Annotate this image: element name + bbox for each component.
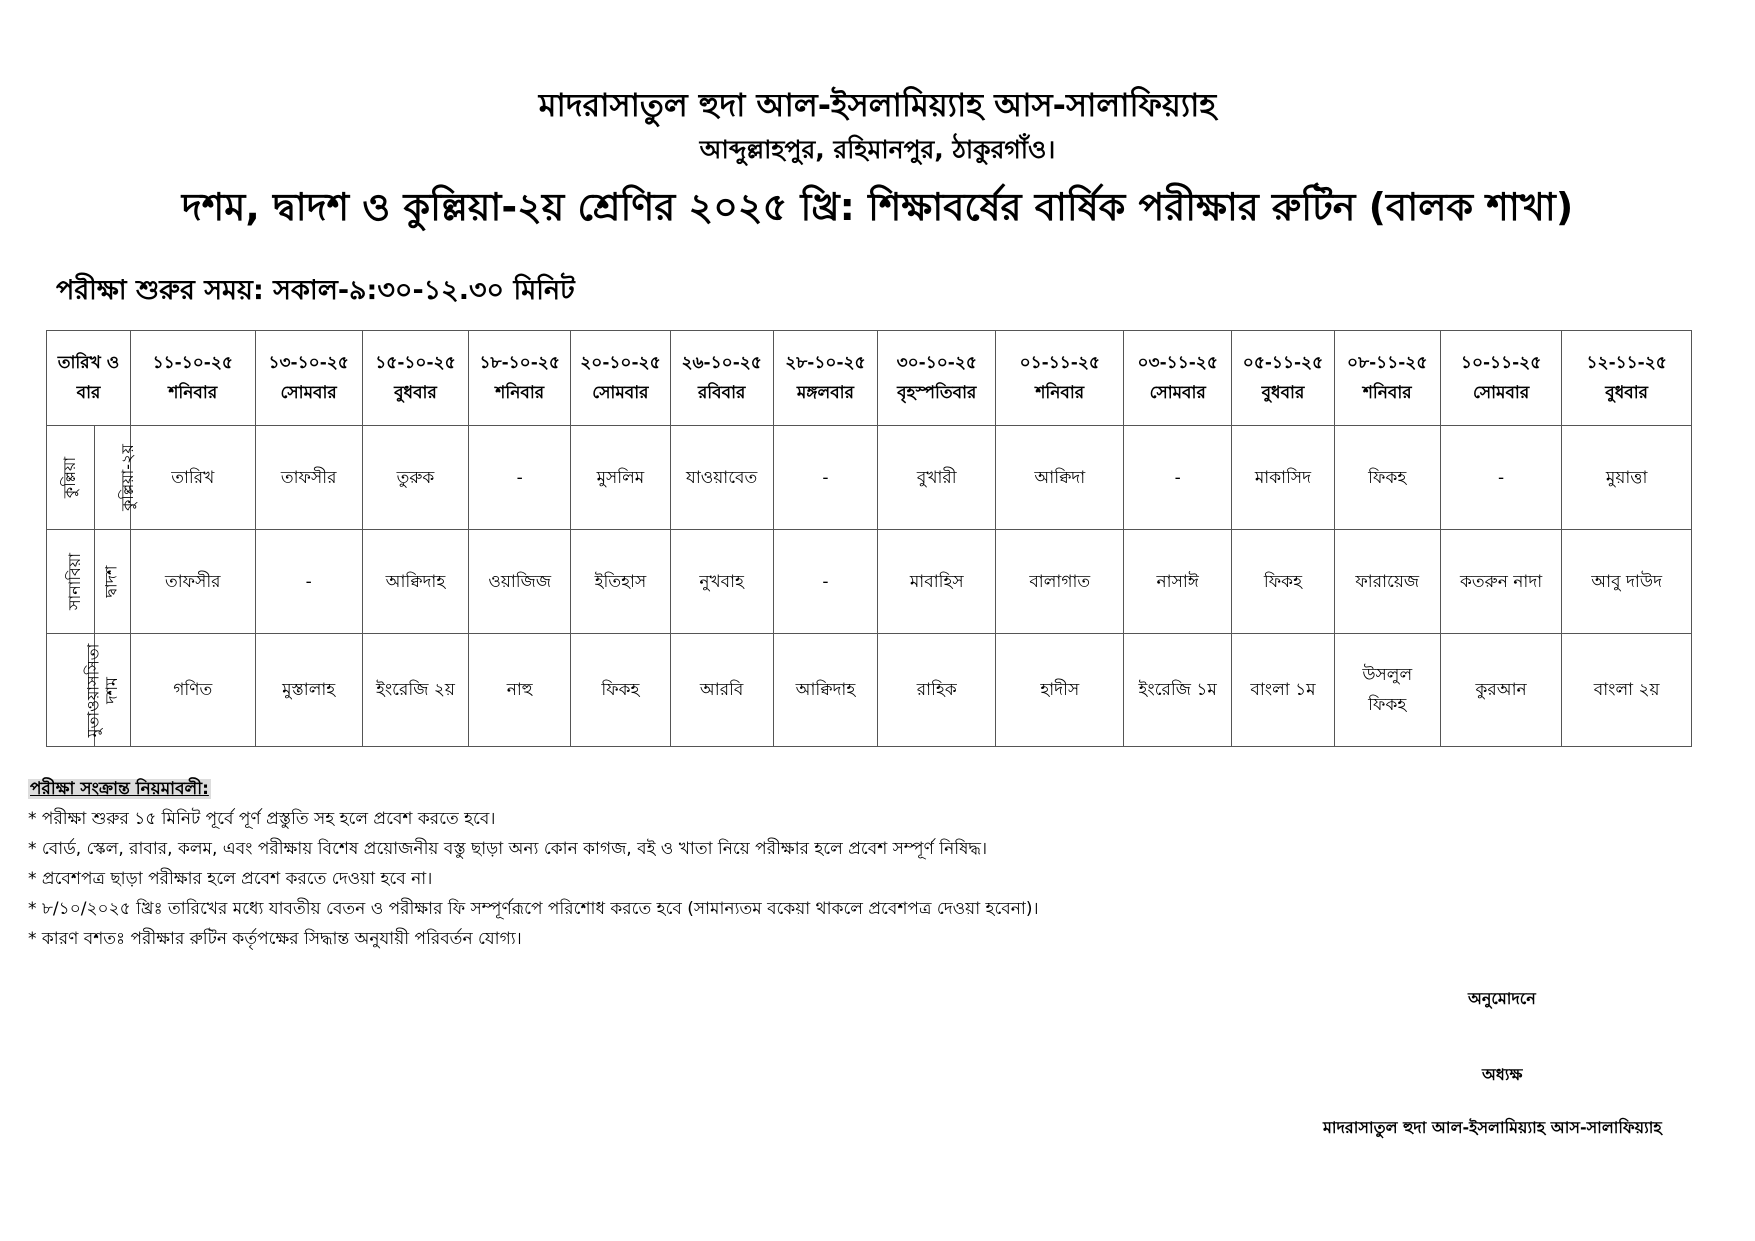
subject-name: ইংরেজি ১ম [1138, 680, 1217, 700]
subject-name: নুখবাহ [699, 571, 744, 592]
date-header-cell [131, 331, 256, 426]
subject-name: ইংরেজি ২য় [376, 680, 455, 700]
subject-name: রাহিক [916, 680, 957, 700]
subject-name: - [516, 467, 523, 488]
subject-cell [571, 634, 670, 747]
exam-day: সোমবার [1149, 383, 1206, 403]
subject-cell [362, 634, 468, 747]
rules-title: পরীক্ষা সংক্রান্ত নিয়মাবলী: [30, 779, 209, 799]
subject-cell [878, 634, 996, 747]
group-name: মুতাওয়াসসিতা [83, 643, 103, 737]
date-header-cell [878, 331, 996, 426]
date-header-cell [469, 331, 571, 426]
class-row [47, 634, 1692, 747]
subject-cell [1334, 426, 1440, 530]
subject-name: আক্বিদাহ [385, 571, 446, 592]
subject-name: বাংলা ২য় [1593, 680, 1660, 700]
date-header-cell [1440, 331, 1561, 426]
date-header-cell [996, 331, 1124, 426]
subject-name: উসলুল ফিকহ [1362, 665, 1413, 715]
exam-day: শনিবার [1362, 383, 1412, 403]
subject-name: ফারায়েজ [1355, 571, 1420, 592]
subject-cell [773, 530, 877, 634]
class-name: দ্বাদশ [101, 565, 121, 598]
subject-cell [1562, 634, 1692, 747]
subject-name: ফিকহ [1263, 571, 1303, 592]
date-day-corner [47, 331, 131, 426]
subject-cell [571, 426, 670, 530]
routine-title: দশম, দ্বাদশ ও কুল্লিয়া-২য় শ্রেণির ২০২৫ খ্রি: শিক্ষাবর্ষের বার্ষিক পরীক্ষার রুটিন (বালক শাখা) [181, 185, 1574, 229]
rule-item: * পরীক্ষা শুরুর ১৫ মিনিট পূর্বে পূর্ণ প্রস্তুতি সহ হলে প্রবেশ করতে হবে। [28, 809, 496, 829]
subject-name: - [822, 467, 829, 488]
exam-date: ৩০-১০-২৫ [896, 353, 977, 373]
exam-day: শনিবার [495, 383, 545, 403]
subject-name: কুরআন [1475, 680, 1527, 700]
date-header-cell [255, 331, 362, 426]
signature-institution: মাদরাসাতুল হুদা আল-ইসলামিয়্যাহ আস-সালাফিয়্যাহ [1323, 1118, 1662, 1137]
subject-name: আবু দাউদ [1591, 571, 1663, 592]
date-header-cell [362, 331, 468, 426]
exam-day: শনিবার [168, 383, 218, 403]
subject-name: মাবাহিস [909, 571, 964, 592]
subject-cell [1440, 634, 1561, 747]
corner-label-line2: বার [76, 383, 101, 403]
subject-name: ফিকহ [1368, 467, 1407, 488]
subject-cell [131, 634, 256, 747]
class-name: দশম [101, 676, 121, 704]
subject-name: কতরুন নাদা [1460, 571, 1543, 592]
exam-date: ০৮-১১-২৫ [1347, 353, 1428, 373]
exam-day: রবিবার [697, 383, 746, 403]
rule-item: * বোর্ড, স্কেল, রাবার, কলম, এবং পরীক্ষায় বিশেষ প্রয়োজনীয় বস্তু ছাড়া অন্য কোন কাগজ, বই ও খাতা নিয়ে পরীক্ষার হলে প্রবেশ সম্পূর্ণ নিষিদ্ধ। [28, 839, 988, 859]
subject-name: - [822, 571, 829, 592]
subject-name: তুরুক [396, 467, 435, 488]
subject-cell [996, 634, 1124, 747]
subject-cell [1440, 426, 1561, 530]
corner-label-line1: তারিখ ও [57, 353, 120, 373]
subject-name: - [1498, 467, 1505, 488]
subject-name: তাফসীর [164, 571, 221, 592]
subject-cell [255, 426, 362, 530]
subject-cell [131, 426, 256, 530]
subject-name: বুখারী [916, 467, 957, 488]
subject-name: নাহু [506, 680, 533, 700]
group-name: সানাবিয়া [64, 553, 84, 610]
subject-cell [255, 530, 362, 634]
subject-name: গণিত [173, 680, 213, 700]
class-cell [94, 530, 130, 634]
subject-name: তারিখ [171, 467, 215, 488]
subject-name: ওয়াজিজ [488, 571, 552, 592]
date-header-cell [1334, 331, 1440, 426]
subject-cell [773, 634, 877, 747]
approval-label: অনুমোদনে [1468, 989, 1536, 1008]
subject-name: নাসাঈ [1156, 571, 1199, 592]
subject-cell [670, 426, 773, 530]
subject-cell [469, 426, 571, 530]
institution-address: আব্দুল্লাহপুর, রহিমানপুর, ঠাকুরগাঁও। [699, 135, 1056, 164]
exam-day: মঙ্গলবার [796, 383, 854, 403]
exam-day: বুধবার [1605, 383, 1649, 403]
rule-item: * কারণ বশতঃ পরীক্ষার রুটিন কর্তৃপক্ষের সিদ্ধান্ত অনুযায়ী পরিবর্তন যোগ্য। [28, 929, 522, 949]
class-row [47, 426, 1692, 530]
subject-cell [255, 634, 362, 747]
subject-name: মুয়াত্তা [1605, 467, 1648, 488]
exam-date: ২৮-১০-২৫ [785, 353, 866, 373]
subject-cell [1124, 530, 1232, 634]
group-cell [47, 634, 103, 747]
exam-date: ১২-১১-২৫ [1586, 353, 1667, 373]
subject-name: তাফসীর [280, 467, 337, 488]
subject-cell [362, 530, 468, 634]
subject-name: - [305, 571, 312, 592]
subject-cell [571, 530, 670, 634]
subject-name: মাকাসিদ [1254, 467, 1312, 488]
exam-day: বৃহস্পতিবার [897, 383, 977, 403]
exam-date: ১৫-১০-২৫ [375, 353, 456, 373]
exam-date: ১১-১০-২৫ [152, 353, 233, 373]
subject-name: মুসলিম [596, 467, 645, 488]
subject-cell [1334, 634, 1440, 747]
class-cell [94, 426, 137, 530]
class-name: কুল্লিয়া-২য় [117, 444, 137, 511]
exam-day: বুধবার [394, 383, 437, 403]
exam-date: ০৩-১১-২৫ [1137, 353, 1218, 373]
subject-name: ফিকহ [601, 680, 640, 700]
subject-cell [670, 634, 773, 747]
subject-cell [1334, 530, 1440, 634]
exam-date: ১৮-১০-২৫ [479, 353, 560, 373]
exam-day: শনিবার [1035, 383, 1085, 403]
date-header-cell [670, 331, 773, 426]
exam-day: বুধবার [1261, 383, 1305, 403]
exam-date: ২০-১০-২৫ [580, 353, 661, 373]
subject-cell [1440, 530, 1561, 634]
subject-cell [878, 530, 996, 634]
subject-name: আরবি [699, 680, 744, 700]
group-cell [47, 426, 95, 530]
subject-cell [670, 530, 773, 634]
date-header-cell [773, 331, 877, 426]
subject-cell [1232, 426, 1334, 530]
subject-cell [131, 530, 256, 634]
exam-day: সোমবার [280, 383, 337, 403]
subject-cell [1232, 530, 1334, 634]
subject-cell [1124, 634, 1232, 747]
exam-routine-table [46, 330, 1692, 747]
subject-cell [996, 426, 1124, 530]
exam-rules [28, 774, 1039, 954]
date-header-cell [571, 331, 670, 426]
principal-label: অধ্যক্ষ [1482, 1065, 1523, 1084]
date-header-cell [1562, 331, 1692, 426]
exam-date: ১০-১১-২৫ [1460, 353, 1542, 373]
class-row [47, 530, 1692, 634]
institution-name: মাদরাসাতুল হুদা আল-ইসলামিয়্যাহ আস-সালাফিয়্যাহ [538, 86, 1217, 124]
subject-cell [469, 530, 571, 634]
subject-cell [1562, 530, 1692, 634]
exam-day: সোমবার [592, 383, 649, 403]
subject-name: হাদীস [1040, 680, 1080, 700]
subject-name: আক্বিদা [1034, 467, 1086, 488]
subject-cell [996, 530, 1124, 634]
exam-date: ১৩-১০-২৫ [268, 353, 349, 373]
exam-time: পরীক্ষা শুরুর সময়: সকাল-৯:৩০-১২.৩০ মিনিট [56, 275, 575, 306]
exam-date: ২৬-১০-২৫ [681, 353, 762, 373]
subject-cell [773, 426, 877, 530]
subject-name: - [1174, 467, 1181, 488]
subject-name: ইতিহাস [594, 571, 647, 592]
subject-name: বাংলা ১ম [1250, 680, 1316, 700]
group-name: কুল্লিয়া [59, 456, 79, 499]
rule-item: * ৮/১০/২০২৫ খ্রিঃ তারিখের মধ্যে যাবতীয় বেতন ও পরীক্ষার ফি সম্পূর্ণরূপে পরিশোধ করতে হবে (সামান্যতম বকেয়া থাকলে প্রবেশপত্র দেওয়া হবেনা)। [28, 899, 1039, 919]
rules-list [28, 804, 1039, 954]
rule-item: * প্রবেশপত্র ছাড়া পরীক্ষার হলে প্রবেশ করতে দেওয়া হবে না। [28, 869, 433, 889]
subject-name: বালাগাত [1029, 571, 1091, 592]
subject-cell [469, 634, 571, 747]
group-cell [47, 530, 95, 634]
subject-name: মুস্তালাহ [282, 680, 336, 700]
exam-date: ০৫-১১-২৫ [1242, 353, 1324, 373]
exam-date: ০১-১১-২৫ [1019, 353, 1100, 373]
subject-cell [1124, 426, 1232, 530]
subject-name: যাওয়াবেত [686, 467, 758, 488]
subject-cell [1232, 634, 1334, 747]
date-header-cell [1124, 331, 1232, 426]
subject-cell [878, 426, 996, 530]
date-header-cell [1232, 331, 1334, 426]
subject-cell [1562, 426, 1692, 530]
subject-name: আক্বিদাহ [795, 680, 856, 700]
subject-cell [362, 426, 468, 530]
date-header-row [47, 331, 1692, 426]
exam-day: সোমবার [1472, 383, 1530, 403]
